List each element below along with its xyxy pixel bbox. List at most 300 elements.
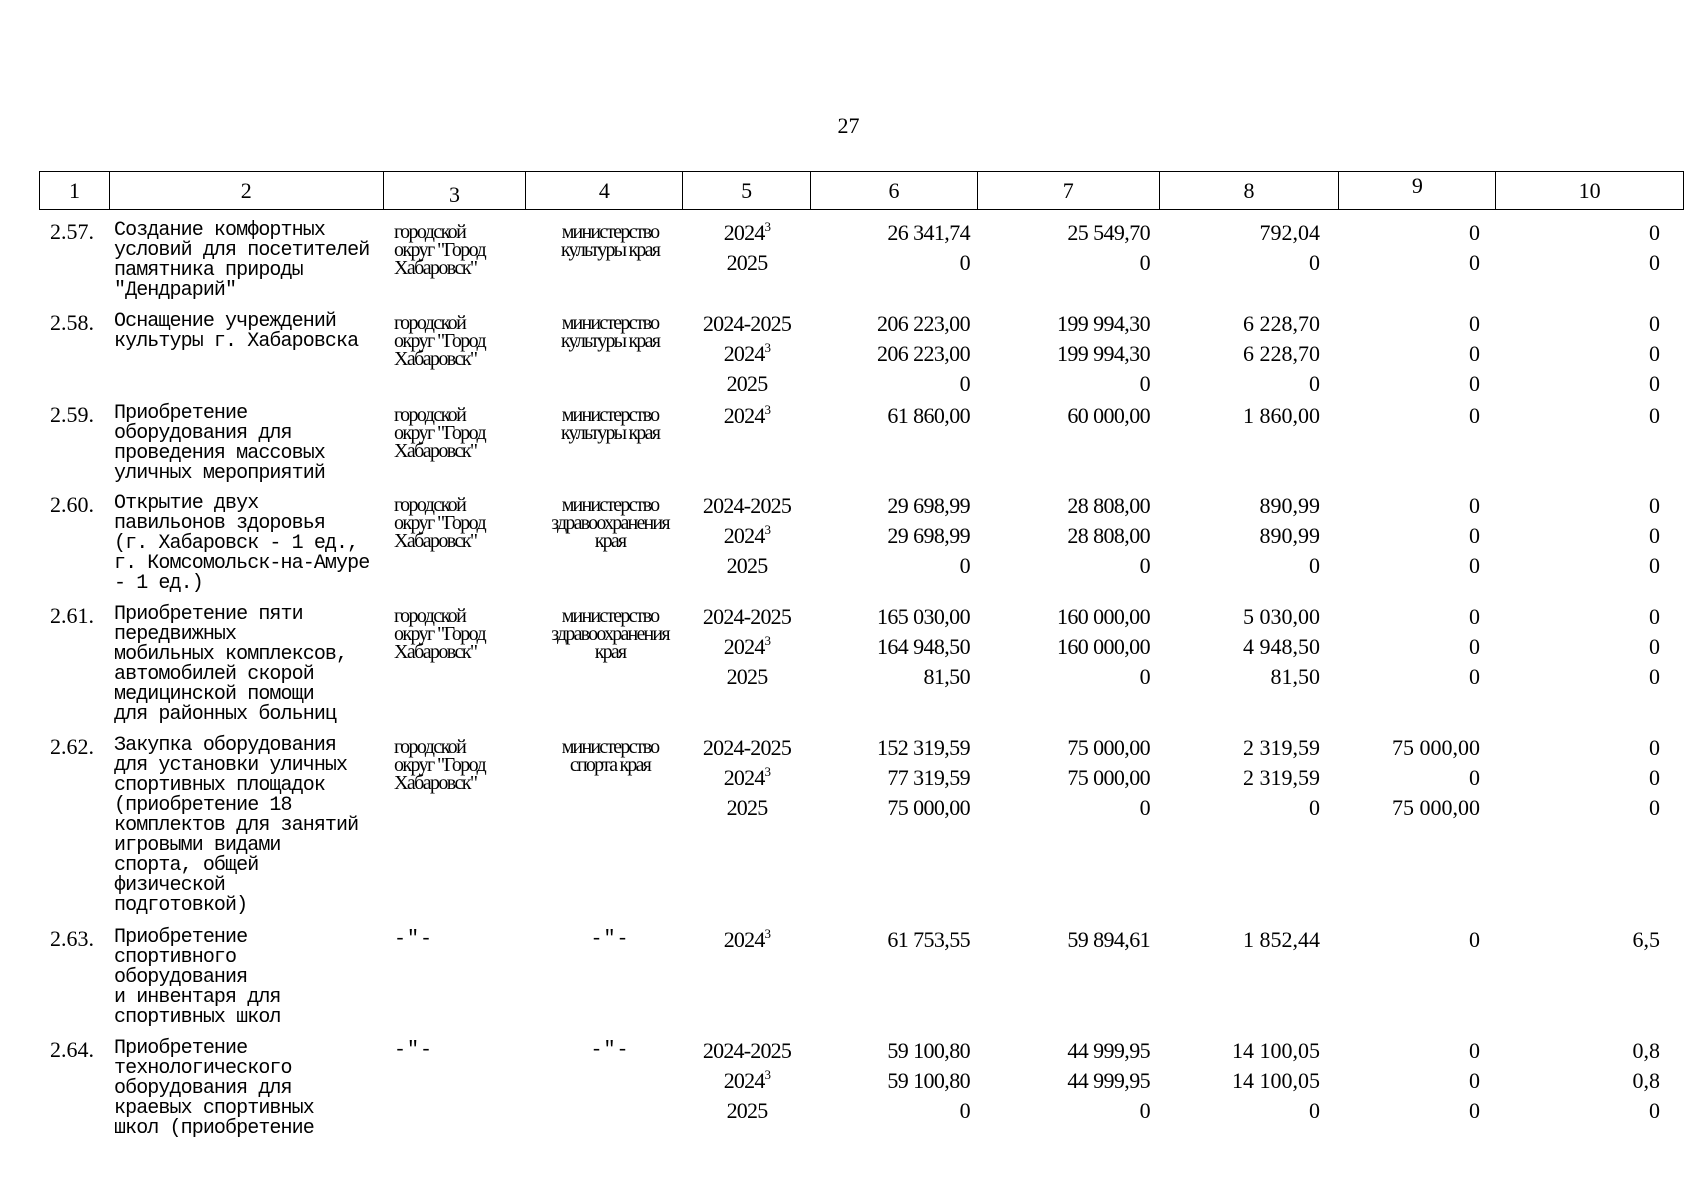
regional-budget-cell <box>1170 925 1320 955</box>
total-cell <box>820 793 970 823</box>
regional-budget-cell-value: 5 030,00 <box>1243 604 1320 629</box>
indicator-cell <box>1500 248 1660 278</box>
federal-budget-cell-value: 25 549,70 <box>1067 220 1150 245</box>
federal-budget-cell <box>990 763 1150 793</box>
regional-budget-cell-value: 0 <box>1309 250 1320 275</box>
executor: городской округ "Город Хабаровск" <box>394 221 486 279</box>
federal-budget-cell <box>990 248 1150 278</box>
period-cell <box>686 733 808 763</box>
federal-budget-cell-value: 44 999,95 <box>1067 1038 1150 1063</box>
indicator-cell-value: 0 <box>1649 311 1660 336</box>
period-cell-value: 2024-2025 <box>702 1038 792 1063</box>
indicator-cell-value: 0 <box>1649 250 1660 275</box>
indicator-cell <box>1500 925 1660 955</box>
regional-budget-cell <box>1170 248 1320 278</box>
federal-budget-cell-value: 0 <box>1139 795 1150 820</box>
local-budget-cell-value: 0 <box>1469 250 1480 275</box>
local-budget-cell <box>1340 1066 1480 1096</box>
period-cell <box>686 521 808 551</box>
indicator-cell-value: 6,5 <box>1632 927 1660 952</box>
indicator-cells <box>1500 309 1660 399</box>
federal-budget-cells <box>990 401 1150 431</box>
period-cell <box>686 309 808 339</box>
federal-budget-cell-value: 199 994,30 <box>1056 311 1150 336</box>
period-cells <box>686 925 808 955</box>
measure-name: Оснащение учреждений культуры г. Хабаровска <box>114 310 359 353</box>
indicator-cell <box>1500 1066 1660 1096</box>
total-cell-value: 164 948,50 <box>876 634 970 659</box>
federal-budget-cells <box>990 1036 1150 1126</box>
coordinator: -"- <box>590 1039 630 1062</box>
indicator-cell <box>1500 309 1660 339</box>
federal-budget-cell <box>990 491 1150 521</box>
federal-budget-cell-value: 75 000,00 <box>1067 735 1150 760</box>
federal-budget-cell <box>990 602 1150 632</box>
column-header-7: 7 <box>978 172 1160 209</box>
executor: -"- <box>394 928 434 951</box>
period-cell-value: 2025 <box>726 250 768 275</box>
indicator-cells <box>1500 733 1660 823</box>
period-cell-value: 2024-2025 <box>702 735 792 760</box>
period-cell <box>686 602 808 632</box>
federal-budget-cell-value: 44 999,95 <box>1067 1068 1150 1093</box>
federal-budget-cell-value: 60 000,00 <box>1067 403 1150 428</box>
total-cells <box>820 401 970 431</box>
local-budget-cell <box>1340 733 1480 763</box>
total-cells <box>820 733 970 823</box>
executor: городской округ "Город Хабаровск" <box>394 404 486 462</box>
local-budget-cells <box>1340 491 1480 581</box>
local-budget-cell-value: 0 <box>1469 493 1480 518</box>
regional-budget-cell <box>1170 632 1320 662</box>
regional-budget-cell-value: 1 860,00 <box>1243 403 1320 428</box>
period-cell <box>686 632 808 662</box>
indicator-cell <box>1500 763 1660 793</box>
regional-budget-cell <box>1170 793 1320 823</box>
regional-budget-cell-value: 1 852,44 <box>1243 927 1320 952</box>
column-header-5: 5 <box>683 172 811 209</box>
total-cell <box>820 369 970 399</box>
regional-budget-cell-value: 0 <box>1309 371 1320 396</box>
period-cell-value: 2024 <box>723 634 765 659</box>
indicator-cell <box>1500 1096 1660 1126</box>
local-budget-cell-value: 0 <box>1469 311 1480 336</box>
footnote-marker: 3 <box>764 402 771 417</box>
regional-budget-cell-value: 792,04 <box>1259 220 1320 245</box>
regional-budget-cell <box>1170 401 1320 431</box>
total-cell-value: 0 <box>959 1098 970 1123</box>
total-cell-value: 0 <box>959 250 970 275</box>
regional-budget-cell <box>1170 521 1320 551</box>
local-budget-cell-value: 75 000,00 <box>1392 795 1480 820</box>
regional-budget-cell <box>1170 763 1320 793</box>
local-budget-cells <box>1340 401 1480 431</box>
local-budget-cell <box>1340 632 1480 662</box>
period-cell-value: 2024 <box>723 341 765 366</box>
local-budget-cell <box>1340 521 1480 551</box>
period-cell-value: 2024 <box>723 1068 765 1093</box>
regional-budget-cell-value: 6 228,70 <box>1243 341 1320 366</box>
indicator-cell <box>1500 339 1660 369</box>
total-cell <box>820 763 970 793</box>
local-budget-cell-value: 0 <box>1469 523 1480 548</box>
total-cell-value: 29 698,99 <box>887 493 970 518</box>
federal-budget-cell <box>990 521 1150 551</box>
period-cells <box>686 602 808 692</box>
coordinator: министерство культуры края <box>560 312 660 352</box>
regional-budget-cell <box>1170 551 1320 581</box>
indicator-cell-value: 0 <box>1649 553 1660 578</box>
column-header-6: 6 <box>811 172 978 209</box>
total-cell-value: 165 030,00 <box>876 604 970 629</box>
regional-budget-cell-value: 890,99 <box>1259 523 1320 548</box>
local-budget-cell-value: 0 <box>1469 341 1480 366</box>
federal-budget-cell-value: 75 000,00 <box>1067 765 1150 790</box>
regional-budget-cells <box>1170 491 1320 581</box>
footnote-marker: 3 <box>764 633 771 648</box>
federal-budget-cell-value: 0 <box>1139 371 1150 396</box>
column-header-10: 10 <box>1578 177 1601 203</box>
local-budget-cell-value: 75 000,00 <box>1392 735 1480 760</box>
period-cell <box>686 218 808 248</box>
federal-budget-cell <box>990 309 1150 339</box>
indicator-cell <box>1500 491 1660 521</box>
total-cell <box>820 401 970 431</box>
total-cell <box>820 218 970 248</box>
total-cells <box>820 602 970 692</box>
local-budget-cells <box>1340 218 1480 278</box>
executor: городской округ "Город Хабаровск" <box>394 494 486 552</box>
federal-budget-cell <box>990 551 1150 581</box>
indicator-cell-value: 0 <box>1649 493 1660 518</box>
measure-name: Приобретение спортивного оборудования и инвентаря для спортивных школ <box>114 926 281 1029</box>
regional-budget-cells <box>1170 602 1320 692</box>
federal-budget-cell <box>990 401 1150 431</box>
regional-budget-cells <box>1170 218 1320 278</box>
indicator-cell-value: 0 <box>1649 735 1660 760</box>
regional-budget-cell <box>1170 309 1320 339</box>
period-cell <box>686 1036 808 1066</box>
regional-budget-cells <box>1170 1036 1320 1126</box>
footnote-marker: 3 <box>764 926 771 941</box>
period-cell <box>686 339 808 369</box>
period-cell-value: 2025 <box>726 664 768 689</box>
footnote-marker: 3 <box>764 522 771 537</box>
period-cell <box>686 662 808 692</box>
measure-name: Приобретение пяти передвижных мобильных комплексов, автомобилей скорой медицинской помощи для районных больниц <box>114 603 348 726</box>
period-cell <box>686 793 808 823</box>
coordinator: министерство здравоохранения края <box>551 494 669 552</box>
footnote-marker: 3 <box>764 764 771 779</box>
measure-name: Приобретение технологического оборудования для краевых спортивных школ (приобретение <box>114 1037 314 1140</box>
federal-budget-cell <box>990 793 1150 823</box>
regional-budget-cell-value: 0 <box>1309 553 1320 578</box>
federal-budget-cell <box>990 1096 1150 1126</box>
total-cell <box>820 248 970 278</box>
indicator-cell-value: 0 <box>1649 523 1660 548</box>
regional-budget-cell-value: 2 319,59 <box>1243 765 1320 790</box>
period-cell-value: 2024-2025 <box>702 493 792 518</box>
column-header-2: 2 <box>110 172 384 209</box>
local-budget-cells <box>1340 733 1480 823</box>
local-budget-cells <box>1340 925 1480 955</box>
total-cell <box>820 733 970 763</box>
total-cell <box>820 602 970 632</box>
row-number: 2.57. <box>50 219 94 244</box>
period-cells <box>686 733 808 823</box>
local-budget-cells <box>1340 309 1480 399</box>
local-budget-cell-value: 0 <box>1469 553 1480 578</box>
indicator-cells <box>1500 218 1660 278</box>
total-cell <box>820 1096 970 1126</box>
period-cell-value: 2024 <box>723 220 765 245</box>
total-cell-value: 59 100,80 <box>887 1068 970 1093</box>
federal-budget-cell <box>990 925 1150 955</box>
regional-budget-cell <box>1170 218 1320 248</box>
indicator-cell-value: 0 <box>1649 341 1660 366</box>
federal-budget-cell <box>990 662 1150 692</box>
total-cell-value: 61 753,55 <box>887 927 970 952</box>
local-budget-cell-value: 0 <box>1469 604 1480 629</box>
total-cell-value: 26 341,74 <box>887 220 970 245</box>
regional-budget-cell-value: 0 <box>1309 795 1320 820</box>
total-cell <box>820 521 970 551</box>
period-cell-value: 2025 <box>726 795 768 820</box>
period-cell <box>686 401 808 431</box>
period-cell <box>686 491 808 521</box>
period-cell <box>686 248 808 278</box>
federal-budget-cells <box>990 733 1150 823</box>
period-cells <box>686 491 808 581</box>
total-cells <box>820 309 970 399</box>
total-cell <box>820 925 970 955</box>
local-budget-cell <box>1340 602 1480 632</box>
regional-budget-cells <box>1170 733 1320 823</box>
total-cell <box>820 309 970 339</box>
local-budget-cell <box>1340 248 1480 278</box>
column-header-1: 1 <box>40 172 110 209</box>
federal-budget-cell-value: 0 <box>1139 250 1150 275</box>
total-cells <box>820 491 970 581</box>
row-number: 2.60. <box>50 492 94 517</box>
regional-budget-cell-value: 6 228,70 <box>1243 311 1320 336</box>
federal-budget-cells <box>990 491 1150 581</box>
regional-budget-cells <box>1170 401 1320 431</box>
total-cell <box>820 551 970 581</box>
total-cell-value: 59 100,80 <box>887 1038 970 1063</box>
indicator-cell-value: 0 <box>1649 765 1660 790</box>
period-cells <box>686 401 808 431</box>
total-cell-value: 206 223,00 <box>876 311 970 336</box>
indicator-cell-value: 0,8 <box>1632 1068 1660 1093</box>
regional-budget-cell <box>1170 602 1320 632</box>
total-cell-value: 152 319,59 <box>876 735 970 760</box>
measure-name: Создание комфортных условий для посетителей памятника природы "Дендрарий" <box>114 219 370 302</box>
total-cell-value: 81,50 <box>923 664 970 689</box>
regional-budget-cell <box>1170 339 1320 369</box>
local-budget-cell-value: 0 <box>1469 220 1480 245</box>
period-cell-value: 2024-2025 <box>702 604 792 629</box>
column-header-4: 4 <box>526 172 683 209</box>
federal-budget-cell <box>990 218 1150 248</box>
indicator-cell-value: 0 <box>1649 371 1660 396</box>
row-number: 2.64. <box>50 1037 94 1062</box>
federal-budget-cell <box>990 369 1150 399</box>
federal-budget-cells <box>990 602 1150 692</box>
total-cell-value: 0 <box>959 371 970 396</box>
local-budget-cell <box>1340 793 1480 823</box>
total-cell <box>820 662 970 692</box>
period-cells <box>686 309 808 399</box>
total-cell-value: 75 000,00 <box>887 795 970 820</box>
local-budget-cell <box>1340 551 1480 581</box>
total-cell-value: 206 223,00 <box>876 341 970 366</box>
total-cell <box>820 339 970 369</box>
period-cell <box>686 551 808 581</box>
regional-budget-cell-value: 0 <box>1309 1098 1320 1123</box>
total-cell <box>820 491 970 521</box>
row-number: 2.62. <box>50 734 94 759</box>
column-header-9: 9 <box>1339 172 1496 209</box>
local-budget-cell-value: 0 <box>1469 1098 1480 1123</box>
regional-budget-cell-value: 4 948,50 <box>1243 634 1320 659</box>
federal-budget-cells <box>990 309 1150 399</box>
indicator-cell <box>1500 733 1660 763</box>
regional-budget-cell <box>1170 491 1320 521</box>
indicator-cell <box>1500 521 1660 551</box>
regional-budget-cell-value: 81,50 <box>1270 664 1320 689</box>
local-budget-cell <box>1340 218 1480 248</box>
regional-budget-cells <box>1170 925 1320 955</box>
total-cell-value: 29 698,99 <box>887 523 970 548</box>
column-header-8: 8 <box>1160 172 1340 209</box>
total-cells <box>820 1036 970 1126</box>
indicator-cells <box>1500 925 1660 955</box>
federal-budget-cells <box>990 925 1150 955</box>
local-budget-cell-value: 0 <box>1469 371 1480 396</box>
indicator-cell-value: 0,8 <box>1632 1038 1660 1063</box>
measure-name: Открытие двух павильонов здоровья (г. Хабаровск - 1 ед., г. Комсомольск-на-Амуре - 1 ед.) <box>114 492 370 595</box>
indicator-cell-value: 0 <box>1649 795 1660 820</box>
federal-budget-cell-value: 0 <box>1139 553 1150 578</box>
period-cell-value: 2024 <box>723 403 765 428</box>
period-cell-value: 2025 <box>726 371 768 396</box>
indicator-cell <box>1500 662 1660 692</box>
regional-budget-cell-value: 14 100,05 <box>1232 1068 1320 1093</box>
period-cell <box>686 763 808 793</box>
period-cell-value: 2025 <box>726 553 768 578</box>
indicator-cell-value: 0 <box>1649 1098 1660 1123</box>
indicator-cell-value: 0 <box>1649 604 1660 629</box>
local-budget-cell <box>1340 763 1480 793</box>
federal-budget-cell <box>990 1036 1150 1066</box>
table-header <box>39 171 1684 210</box>
regional-budget-cell-value: 2 319,59 <box>1243 735 1320 760</box>
executor: городской округ "Город Хабаровск" <box>394 605 486 663</box>
indicator-cell-value: 0 <box>1649 220 1660 245</box>
indicator-cell <box>1500 218 1660 248</box>
coordinator: министерство спорта края <box>561 736 659 776</box>
period-cells <box>686 218 808 278</box>
regional-budget-cell <box>1170 369 1320 399</box>
federal-budget-cell-value: 28 808,00 <box>1067 523 1150 548</box>
footnote-marker: 3 <box>764 1067 771 1082</box>
indicator-cell <box>1500 551 1660 581</box>
regional-budget-cell <box>1170 733 1320 763</box>
period-cell-value: 2025 <box>726 1098 768 1123</box>
federal-budget-cell-value: 0 <box>1139 1098 1150 1123</box>
total-cell <box>820 1036 970 1066</box>
total-cell <box>820 1066 970 1096</box>
local-budget-cell-value: 0 <box>1469 1068 1480 1093</box>
local-budget-cell-value: 0 <box>1469 927 1480 952</box>
federal-budget-cell <box>990 632 1150 662</box>
total-cells <box>820 925 970 955</box>
executor: городской округ "Город Хабаровск" <box>394 312 486 370</box>
total-cell-value: 77 319,59 <box>887 765 970 790</box>
total-cell-value: 61 860,00 <box>887 403 970 428</box>
indicator-cells <box>1500 602 1660 692</box>
federal-budget-cell <box>990 339 1150 369</box>
period-cell-value: 2024 <box>723 765 765 790</box>
local-budget-cell <box>1340 662 1480 692</box>
local-budget-cell <box>1340 339 1480 369</box>
federal-budget-cell-value: 28 808,00 <box>1067 493 1150 518</box>
federal-budget-cells <box>990 218 1150 278</box>
local-budget-cell-value: 0 <box>1469 403 1480 428</box>
indicator-cells <box>1500 1036 1660 1126</box>
page-number: 27 <box>837 113 860 138</box>
federal-budget-cell-value: 0 <box>1139 664 1150 689</box>
indicator-cell <box>1500 1036 1660 1066</box>
local-budget-cells <box>1340 602 1480 692</box>
indicator-cell <box>1500 632 1660 662</box>
federal-budget-cell-value: 160 000,00 <box>1056 634 1150 659</box>
period-cell <box>686 925 808 955</box>
regional-budget-cell-value: 14 100,05 <box>1232 1038 1320 1063</box>
indicator-cell-value: 0 <box>1649 664 1660 689</box>
local-budget-cell <box>1340 925 1480 955</box>
local-budget-cell-value: 0 <box>1469 1038 1480 1063</box>
period-cell <box>686 1066 808 1096</box>
indicator-cell-value: 0 <box>1649 403 1660 428</box>
executor: городской округ "Город Хабаровск" <box>394 736 486 794</box>
local-budget-cell-value: 0 <box>1469 765 1480 790</box>
federal-budget-cell-value: 59 894,61 <box>1067 927 1150 952</box>
federal-budget-cell-value: 160 000,00 <box>1056 604 1150 629</box>
regional-budget-cell <box>1170 662 1320 692</box>
row-number: 2.58. <box>50 310 94 335</box>
indicator-cells <box>1500 491 1660 581</box>
local-budget-cell <box>1340 369 1480 399</box>
regional-budget-cell <box>1170 1066 1320 1096</box>
period-cell-value: 2024 <box>723 523 765 548</box>
federal-budget-cell <box>990 733 1150 763</box>
measure-name: Приобретение оборудования для проведения массовых уличных мероприятий <box>114 402 325 485</box>
measure-name: Закупка оборудования для установки уличных спортивных площадок (приобретение 18 комплектов для занятий игровыми видами спорта, общей физической подготовкой) <box>114 734 359 917</box>
coordinator: министерство здравоохранения края <box>551 605 669 663</box>
local-budget-cell-value: 0 <box>1469 664 1480 689</box>
executor: -"- <box>394 1039 434 1062</box>
row-number: 2.63. <box>50 926 94 951</box>
local-budget-cell-value: 0 <box>1469 634 1480 659</box>
column-header-3: 3 <box>384 172 527 209</box>
coordinator: министерство культуры края <box>560 404 660 444</box>
period-cell-value: 2024 <box>723 927 765 952</box>
total-cells <box>820 218 970 278</box>
period-cell <box>686 369 808 399</box>
local-budget-cell <box>1340 401 1480 431</box>
